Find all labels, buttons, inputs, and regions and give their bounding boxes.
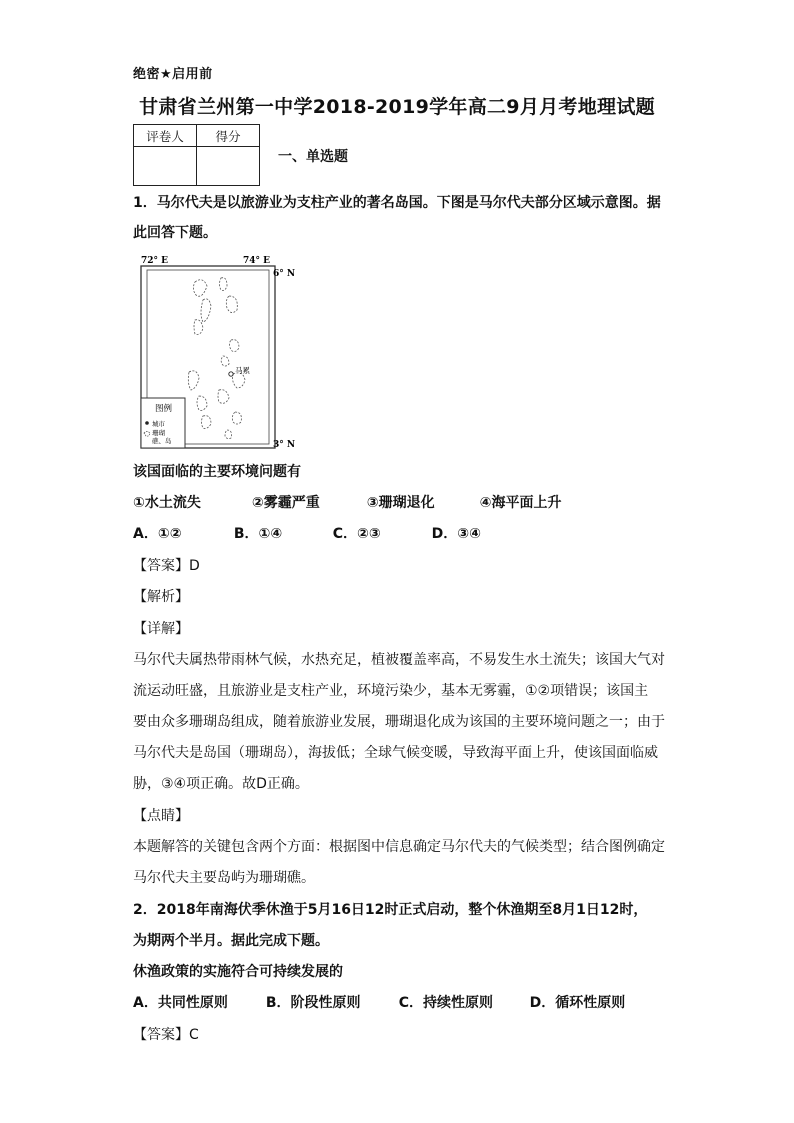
- q1-answer: 【答案】D: [133, 558, 200, 574]
- section-heading: 一、单选题: [278, 149, 348, 165]
- q2-sub-question: 休渔政策的实施符合可持续发展的: [133, 964, 343, 980]
- legend-reef-label-2: 礁、岛: [152, 437, 172, 445]
- score-table-score-cell: [197, 147, 260, 186]
- q1-explain-line: 马尔代夫属热带雨林气候，水热充足，植被覆盖率高，不易发生水土流失；该国大气对: [133, 652, 665, 668]
- maldives-map: [133, 252, 303, 456]
- q2-stem-line2: 为期两个半月。据此完成下题。: [133, 933, 329, 949]
- q1-item-3: ③珊瑚退化: [366, 495, 435, 511]
- male-city-label: 马累: [235, 366, 250, 375]
- maldives-map-figure: [133, 252, 303, 452]
- score-table-score-header: 得分: [197, 125, 260, 147]
- legend-city-label: 城市: [152, 420, 165, 428]
- q1-tip-line: 马尔代夫主要岛屿为珊瑚礁。: [133, 870, 315, 886]
- q1-tip-label: 【点睛】: [133, 808, 189, 824]
- score-table-grader-cell: [134, 147, 197, 186]
- q1-stem-line1: 1．马尔代夫是以旅游业为支柱产业的著名岛国。下图是马尔代夫部分区域示意图。据: [133, 195, 661, 211]
- score-table: [133, 124, 260, 186]
- q2-choice-a: A．共同性原则: [133, 995, 228, 1011]
- lat-top-label: 6° N: [273, 269, 296, 279]
- score-table-grader-header: 评卷人: [134, 125, 197, 147]
- q1-choice-b: B．①④: [233, 526, 283, 542]
- q2-answer: 【答案】C: [133, 1027, 199, 1043]
- legend-title: 图例: [155, 404, 173, 414]
- lon-right-label: 74° E: [243, 256, 271, 266]
- q1-item-4: ④海平面上升: [479, 495, 562, 511]
- q1-explain-line: 流运动旺盛，且旅游业是支柱产业，环境污染少，基本无雾霾，①②项错误；该国主: [133, 683, 649, 699]
- q1-tip-line: 本题解答的关键包含两个方面：根据图中信息确定马尔代夫的气候类型；结合图例确定: [133, 839, 665, 855]
- legend-reef-label-1: 珊瑚: [152, 429, 165, 437]
- lon-left-label: 72° E: [141, 256, 169, 266]
- q1-stem-line2: 此回答下题。: [133, 225, 217, 241]
- q1-explain-line: 马尔代夫是岛国（珊瑚岛），海拔低；全球气候变暖，导致海平面上升，使该国面临威: [133, 745, 658, 761]
- q1-sub-question: 该国面临的主要环境问题有: [133, 464, 301, 480]
- q1-analysis-label: 【解析】: [133, 589, 189, 605]
- q1-choices: [133, 524, 481, 544]
- q1-item-2: ②雾霾严重: [251, 495, 320, 511]
- q1-item-1: ①水土流失: [133, 495, 201, 511]
- q2-choice-d: D．循环性原则: [529, 995, 626, 1011]
- q1-explain-line: 要由众多珊瑚岛组成，随着旅游业发展，珊瑚退化成为该国的主要环境问题之一；由于: [133, 714, 665, 730]
- coral-reef-atolls: [188, 278, 245, 439]
- q1-explain-line: 胁，③④项正确。故D正确。: [133, 776, 309, 792]
- q1-detail-label: 【详解】: [133, 621, 189, 637]
- legend-city-symbol: [145, 421, 149, 425]
- exam-title: 甘肃省兰州第一中学2018-2019学年高二9月月考地理试题: [139, 96, 655, 118]
- q1-choice-d: D．③④: [431, 526, 481, 542]
- q2-choice-b: B．阶段性原则: [265, 995, 361, 1011]
- q1-choice-c: C．②③: [332, 526, 381, 542]
- q1-items: [133, 493, 561, 513]
- q2-stem-line1: 2．2018年南海伏季休渔于5月16日12时正式启动，整个休渔期至8月1日12时，: [133, 902, 648, 918]
- lat-bottom-label: 3° N: [273, 440, 296, 450]
- q1-choice-a: A．①②: [133, 526, 182, 542]
- confidential-label: 绝密★启用前: [133, 67, 213, 82]
- q2-choices: [133, 993, 625, 1013]
- male-city-marker: [229, 372, 233, 376]
- q2-choice-c: C．持续性原则: [398, 995, 494, 1011]
